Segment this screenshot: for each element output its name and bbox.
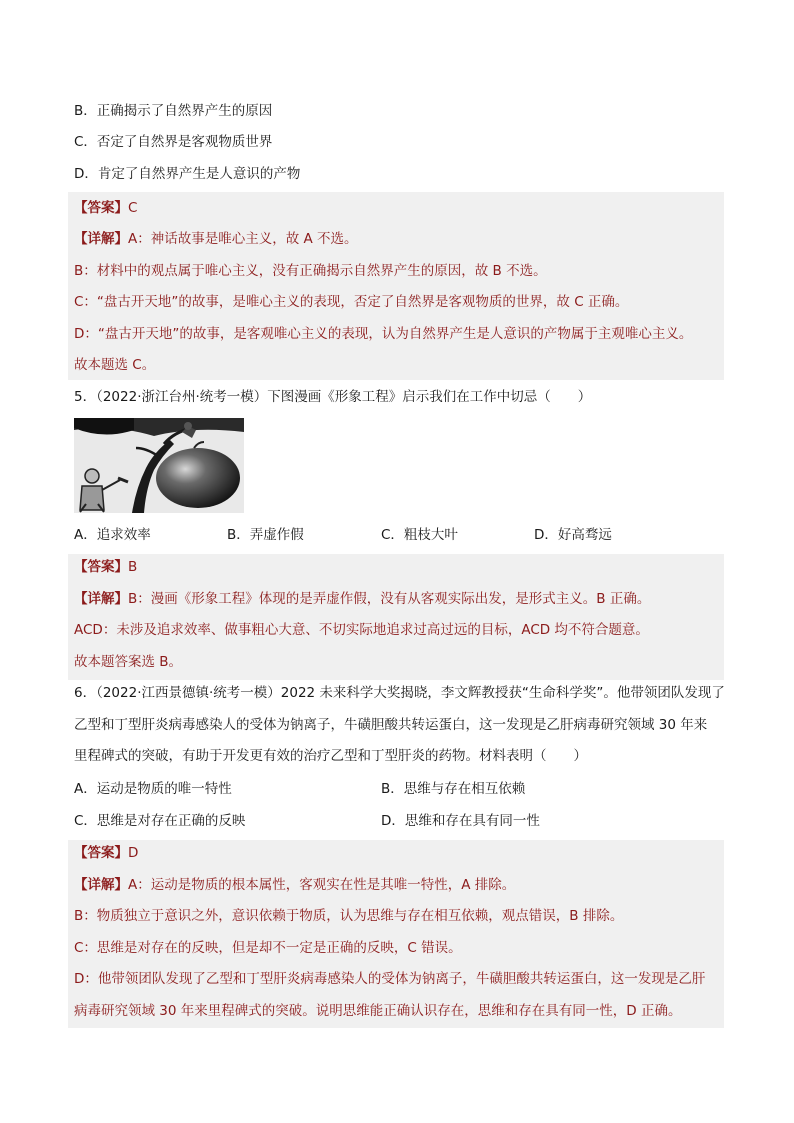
explain-text: A：运动是物质的根本属性，客观实在性是其唯一特性，A 排除。: [128, 877, 516, 893]
q6-explain-0: [74, 875, 515, 895]
explain-tag: 【详解】: [74, 877, 128, 893]
answer-value: B: [128, 559, 138, 575]
q6-explain-3: D：他带领团队发现了乙型和丁型肝炎病毒感染人的受体为钠离子，牛磺胆酸共转运蛋白，这一发现是乙肝: [74, 971, 706, 987]
explain-tag: 【详解】: [74, 591, 128, 607]
q5-option-a: A．追求效率: [74, 527, 151, 543]
answer-value: C: [128, 200, 138, 216]
q6-stem-2: 里程碑式的突破，有助于开发更有效的治疗乙型和丁型肝炎的药物。材料表明（ ）: [74, 748, 587, 764]
q4-answer-box: [68, 192, 724, 380]
q5-option-b: B．弄虚作假: [227, 527, 304, 543]
explain-text: A：神话故事是唯心主义，故 A 不选。: [128, 231, 358, 247]
q6-explain-4: 病毒研究领域 30 年来里程碑式的突破。说明思维能正确认识存在，思维和存在具有同一性，D 正确。: [74, 1003, 682, 1019]
q5-explain-0: [74, 589, 650, 609]
q6-option-d: D．思维和存在具有同一性: [381, 813, 540, 829]
q4-answer: [74, 198, 137, 218]
explain-text: B：漫画《形象工程》体现的是弄虚作假，没有从客观实际出发，是形式主义。B 正确。: [128, 591, 651, 607]
q4-option-c: C．否定了自然界是客观物质世界: [74, 134, 273, 150]
q4-explain-2: C：“盘古开天地”的故事，是唯心主义的表现，否定了自然界是客观物质的世界，故 C 正确。: [74, 294, 629, 310]
q6-stem-1: 乙型和丁型肝炎病毒感染人的受体为钠离子，牛磺胆酸共转运蛋白，这一发现是乙肝病毒研究领域 30 年来: [74, 717, 708, 733]
q4-option-d: D．肯定了自然界产生是人意识的产物: [74, 166, 301, 182]
q6-answer: [74, 843, 138, 863]
q5-answer: [74, 557, 137, 577]
q6-option-a: A．运动是物质的唯一特性: [74, 781, 232, 797]
q5-stem: 5．（2022·浙江台州·统考一模）下图漫画《形象工程》启示我们在工作中切忌（ ）: [74, 389, 592, 405]
answer-tag: 【答案】: [74, 200, 128, 216]
q6-option-b: B．思维与存在相互依赖: [381, 781, 526, 797]
q5-option-c: C．粗枝大叶: [381, 527, 458, 543]
q5-explain-2: 故本题答案选 B。: [74, 654, 183, 670]
q5-explain-1: ACD：未涉及追求效率、做事粗心大意、不切实际地追求过高过远的目标，ACD 均不符合题意。: [74, 622, 649, 638]
answer-tag: 【答案】: [74, 845, 128, 861]
q4-explain-3: D：“盘古开天地”的故事，是客观唯心主义的表现，认为自然界产生是人意识的产物属于主观唯心主义。: [74, 326, 693, 342]
answer-value: D: [128, 845, 139, 861]
answer-tag: 【答案】: [74, 559, 128, 575]
q5-option-d: D．好高骛远: [534, 527, 612, 543]
q6-explain-1: B：物质独立于意识之外，意识依赖于物质，认为思维与存在相互依赖，观点错误，B 排除。: [74, 908, 624, 924]
q6-explain-2: C：思维是对存在的反映，但是却不一定是正确的反映，C 错误。: [74, 940, 462, 956]
q4-explain-0: [74, 229, 358, 249]
cartoon-image: [74, 418, 244, 513]
q6-answer-box: [68, 840, 724, 1028]
q4-option-b: B．正确揭示了自然界产生的原因: [74, 103, 273, 119]
explain-tag: 【详解】: [74, 231, 128, 247]
q6-stem-0: 6．（2022·江西景德镇·统考一模）2022 未来科学大奖揭晓，李文辉教授获“生命科学奖”。他带领团队发现了: [74, 685, 725, 701]
q4-explain-4: 故本题选 C。: [74, 357, 156, 373]
q4-explain-1: B：材料中的观点属于唯心主义，没有正确揭示自然界产生的原因，故 B 不选。: [74, 263, 547, 279]
q6-option-c: C．思维是对存在正确的反映: [74, 813, 246, 829]
